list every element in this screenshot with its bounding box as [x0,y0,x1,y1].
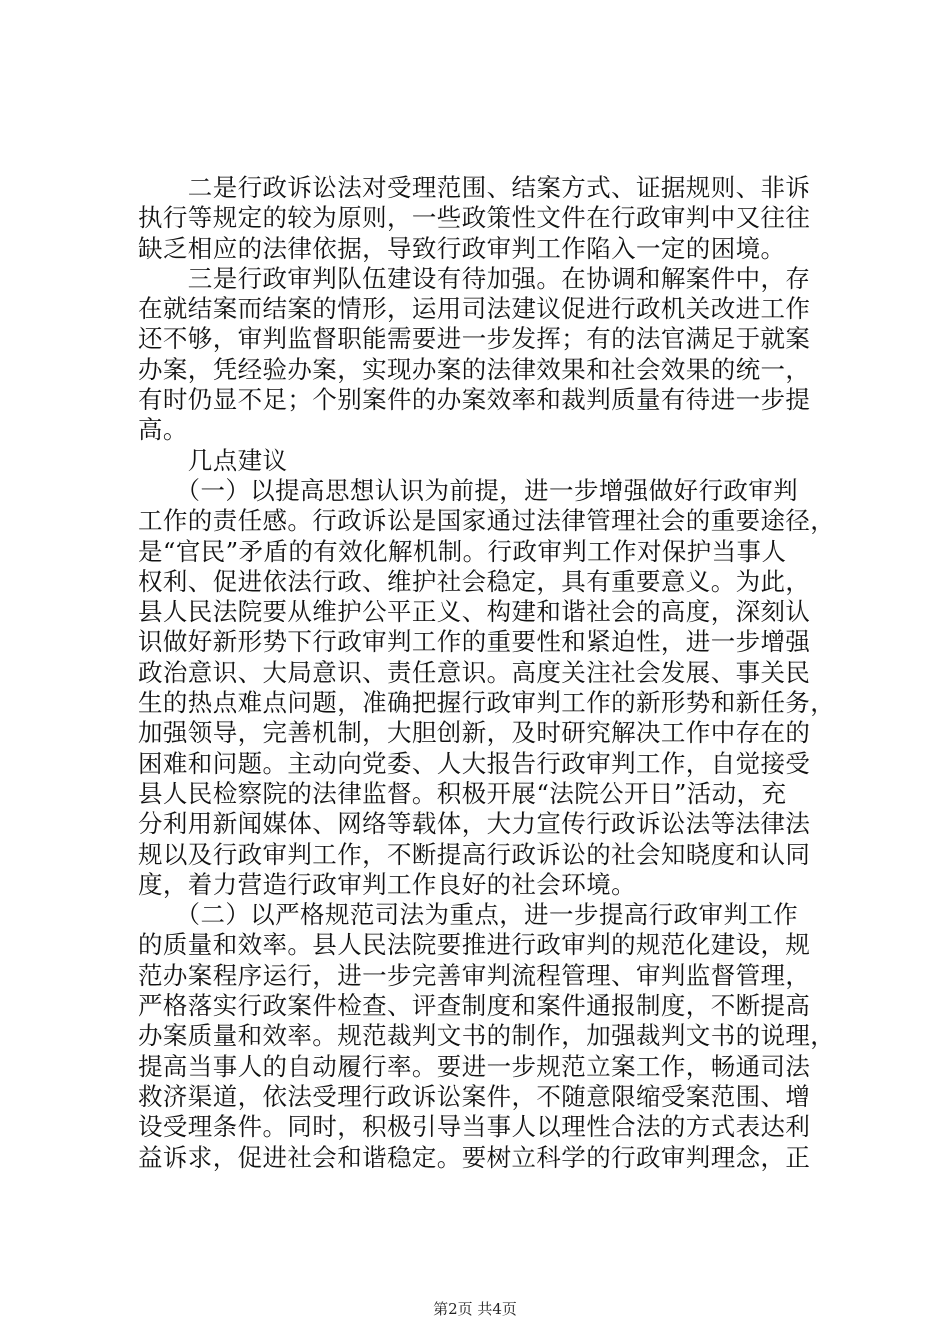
text-line: （一）以提高思想认识为前提，进一步增强做好行政审判 [138,475,799,505]
text-line: 规以及行政审判工作，不断提高行政诉讼的社会知晓度和认同 [138,839,811,869]
page-footer: 第2页 共4页 [433,1300,517,1318]
paragraph-p2 [138,264,838,446]
text-line: 生的热点难点问题，准确把握行政审判工作的新形势和新任务， [138,688,836,718]
text-line: 政治意识、大局意识、责任意识。高度关注社会发展、事关民 [138,657,811,687]
text-line: 工作的责任感。行政诉讼是国家通过法律管理社会的重要途径， [138,506,836,536]
text-line: 县人民检察院的法律监督。积极开展“法院公开日”活动，充 [138,778,787,808]
text-line: 救济渠道，依法受理行政诉讼案件，不随意限缩受案范围、增 [138,1081,811,1111]
text-line: 三是行政审判队伍建设有待加强。在协调和解案件中，存 [138,263,811,293]
text-line: 益诉求，促进社会和谐稳定。要树立科学的行政审判理念，正 [138,1142,811,1172]
text-line: 二是行政诉讼法对受理范围、结案方式、证据规则、非诉 [138,173,811,202]
text-line: 困难和问题。主动向党委、人大报告行政审判工作，自觉接受 [138,748,811,778]
text-line: 办案质量和效率。规范裁判文书的制作，加强裁判文书的说理， [138,1021,836,1051]
paragraph-p4 [138,476,838,900]
text-line: 的质量和效率。县人民法院要推进行政审判的规范化建设，规 [138,930,811,960]
text-line: 分利用新闻媒体、网络等载体，大力宣传行政诉讼法等法律法 [138,809,811,839]
paragraph-p5 [138,900,838,1173]
text-line: 还不够，审判监督职能需要进一步发挥；有的法官满足于就案 [138,324,811,354]
text-line: 高。 [138,415,188,445]
text-line: 几点建议 [138,445,288,475]
text-line: 办案，凭经验办案，实现办案的法律效果和社会效果的统一， [138,354,811,384]
text-line: 严格落实行政案件检查、评查制度和案件通报制度，不断提高 [138,991,811,1021]
text-line: 权利、促进依法行政、维护社会稳定，具有重要意义。为此， [138,566,811,596]
text-line: 县人民法院要从维护公平正义、构建和谐社会的高度，深刻认 [138,597,811,627]
text-line: 是“官民”矛盾的有效化解机制。行政审判工作对保护当事人 [138,536,787,566]
text-line: （二）以严格规范司法为重点，进一步提高行政审判工作 [138,900,799,930]
text-line: 设受理条件。同时，积极引导当事人以理性合法的方式表达利 [138,1112,811,1142]
text-line: 有时仍显不足；个别案件的办案效率和裁判质量有待进一步提 [138,385,811,415]
text-line: 提高当事人的自动履行率。要进一步规范立案工作，畅通司法 [138,1051,811,1081]
text-line: 缺乏相应的法律依据，导致行政审判工作陷入一定的困境。 [138,233,786,263]
document-body [138,173,838,1173]
paragraph-p1 [138,173,838,264]
text-line: 范办案程序运行，进一步完善审判流程管理、审判监督管理， [138,960,811,990]
text-line: 加强领导，完善机制，大胆创新，及时研究解决工作中存在的 [138,718,811,748]
paragraph-p3 [138,446,838,476]
text-line: 识做好新形势下行政审判工作的重要性和紧迫性，进一步增强 [138,627,811,657]
text-line: 度，着力营造行政审判工作良好的社会环境。 [138,869,636,899]
text-line: 执行等规定的较为原则，一些政策性文件在行政审判中又往往 [138,203,811,233]
text-line: 在就结案而结案的情形，运用司法建议促进行政机关改进工作 [138,294,811,324]
